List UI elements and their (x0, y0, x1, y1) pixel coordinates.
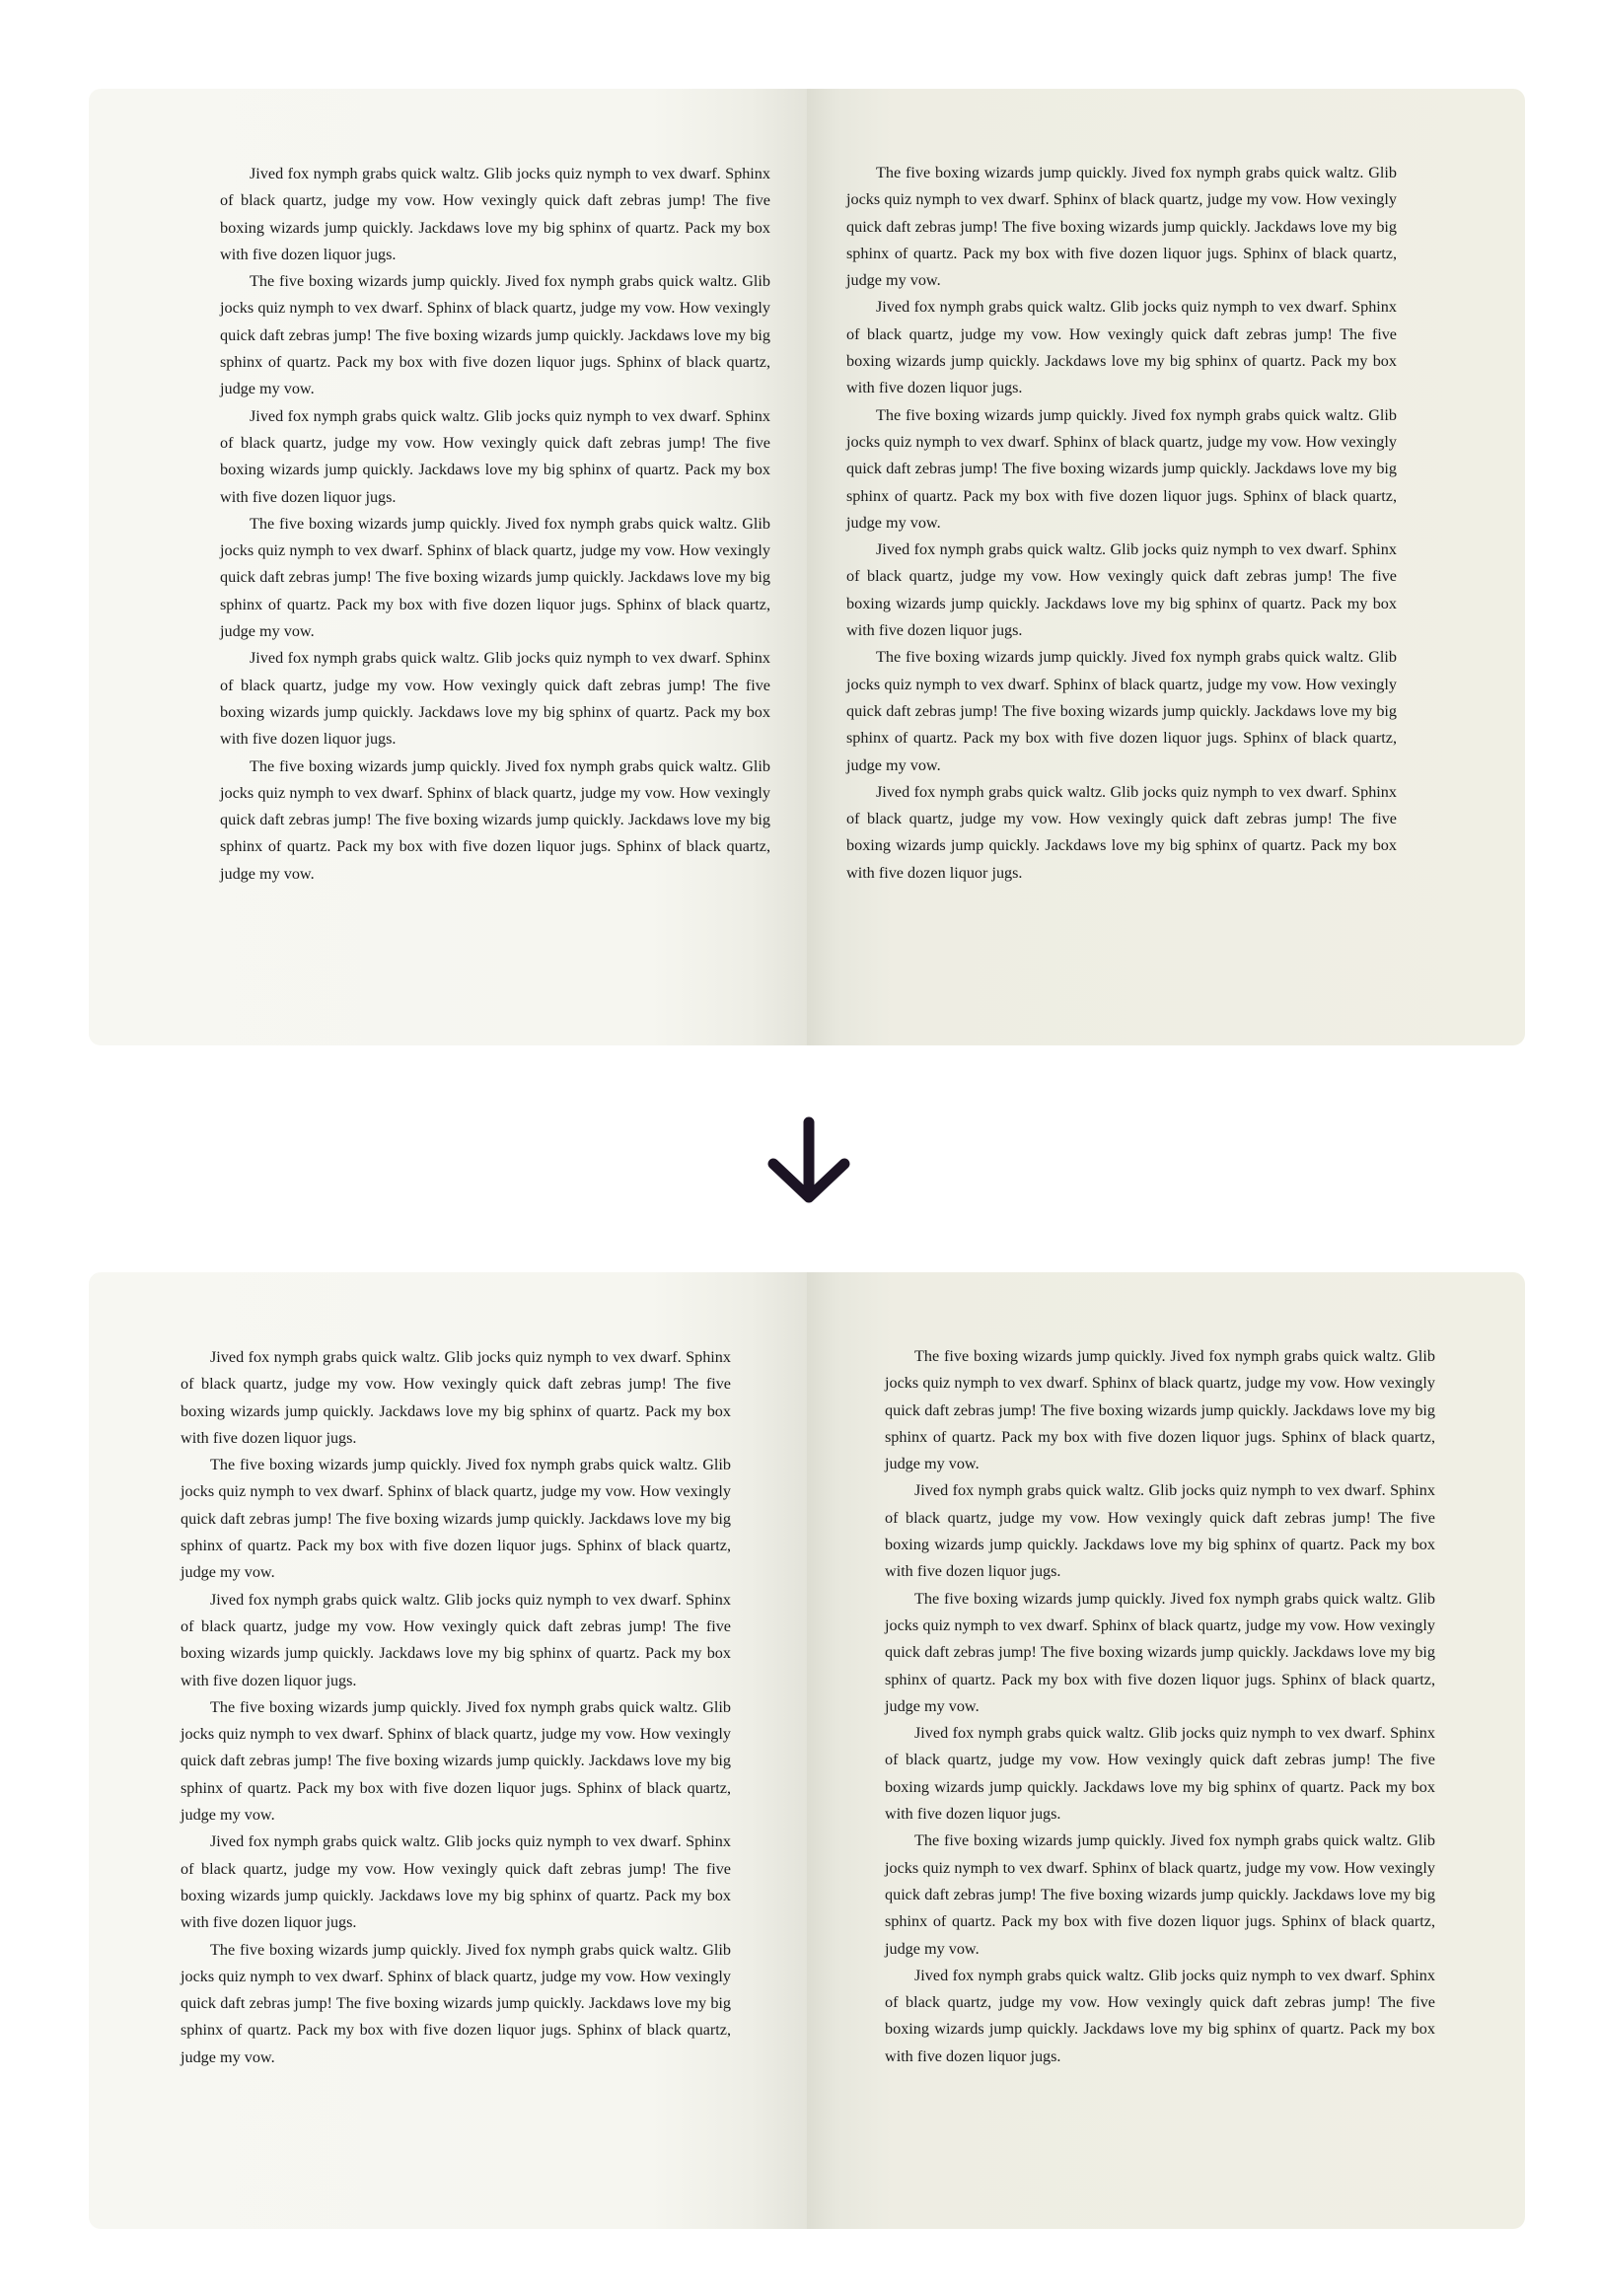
page-text (846, 160, 1397, 887)
paragraph: Jived fox nymph grabs quick waltz. Glib jocks quiz nymph to vex dwarf. Sphinx of black quartz, judge my vow. How vexingly quick daft zebras jump! The five boxing wizards jump quickly. Jackdaws love my big sphinx of quartz. Pack my box with five dozen liquor jugs. (846, 298, 1397, 397)
paragraph: The five boxing wizards jump quickly. Jived fox nymph grabs quick waltz. Glib jocks quiz nymph to vex dwarf. Sphinx of black quartz, judge my vow. How vexingly quick daft zebras jump! The five boxing wizards jump quickly. Jackdaws love my big sphinx of quartz. Pack my box with five dozen liquor jugs. Sphinx of black quartz, judge my vow. (846, 405, 1397, 532)
paragraph: The five boxing wizards jump quickly. Jived fox nymph grabs quick waltz. Glib jocks quiz nymph to vex dwarf. Sphinx of black quartz, judge my vow. How vexingly quick daft zebras jump! The five boxing wizards jump quickly. Jackdaws love my big sphinx of quartz. Pack my box with five dozen liquor jugs. Sphinx of black quartz, judge my vow. (181, 1456, 731, 1582)
paragraph: The five boxing wizards jump quickly. Jived fox nymph grabs quick waltz. Glib jocks quiz nymph to vex dwarf. Sphinx of black quartz, judge my vow. How vexingly quick daft zebras jump! The five boxing wizards jump quickly. Jackdaws love my big sphinx of quartz. Pack my box with five dozen liquor jugs. Sphinx of black quartz, judge my vow. (885, 1831, 1435, 1958)
paragraph: The five boxing wizards jump quickly. Jived fox nymph grabs quick waltz. Glib jocks quiz nymph to vex dwarf. Sphinx of black quartz, judge my vow. How vexingly quick daft zebras jump! The five boxing wizards jump quickly. Jackdaws love my big sphinx of quartz. Pack my box with five dozen liquor jugs. Sphinx of black quartz, judge my vow. (846, 648, 1397, 774)
book-spread-after (89, 1272, 1525, 2229)
paragraph: The five boxing wizards jump quickly. Jived fox nymph grabs quick waltz. Glib jocks quiz nymph to vex dwarf. Sphinx of black quartz, judge my vow. How vexingly quick daft zebras jump! The five boxing wizards jump quickly. Jackdaws love my big sphinx of quartz. Pack my box with five dozen liquor jugs. Sphinx of black quartz, judge my vow. (220, 514, 770, 641)
paragraph: The five boxing wizards jump quickly. Jived fox nymph grabs quick waltz. Glib jocks quiz nymph to vex dwarf. Sphinx of black quartz, judge my vow. How vexingly quick daft zebras jump! The five boxing wizards jump quickly. Jackdaws love my big sphinx of quartz. Pack my box with five dozen liquor jugs. Sphinx of black quartz, judge my vow. (885, 1589, 1435, 1715)
paragraph: Jived fox nymph grabs quick waltz. Glib jocks quiz nymph to vex dwarf. Sphinx of black quartz, judge my vow. How vexingly quick daft zebras jump! The five boxing wizards jump quickly. Jackdaws love my big sphinx of quartz. Pack my box with five dozen liquor jugs. (885, 1724, 1435, 1824)
paragraph: The five boxing wizards jump quickly. Jived fox nymph grabs quick waltz. Glib jocks quiz nymph to vex dwarf. Sphinx of black quartz, judge my vow. How vexingly quick daft zebras jump! The five boxing wizards jump quickly. Jackdaws love my big sphinx of quartz. Pack my box with five dozen liquor jugs. Sphinx of black quartz, judge my vow. (181, 1940, 731, 2066)
left-page (89, 89, 807, 1045)
paragraph: The five boxing wizards jump quickly. Jived fox nymph grabs quick waltz. Glib jocks quiz nymph to vex dwarf. Sphinx of black quartz, judge my vow. How vexingly quick daft zebras jump! The five boxing wizards jump quickly. Jackdaws love my big sphinx of quartz. Pack my box with five dozen liquor jugs. Sphinx of black quartz, judge my vow. (181, 1697, 731, 1825)
paragraph: Jived fox nymph grabs quick waltz. Glib jocks quiz nymph to vex dwarf. Sphinx of black quartz, judge my vow. How vexingly quick daft zebras jump! The five boxing wizards jump quickly. Jackdaws love my big sphinx of quartz. Pack my box with five dozen liquor jugs. (181, 1590, 731, 1689)
paragraph: Jived fox nymph grabs quick waltz. Glib jocks quiz nymph to vex dwarf. Sphinx of black quartz, judge my vow. How vexingly quick daft zebras jump! The five boxing wizards jump quickly. Jackdaws love my big sphinx of quartz. Pack my box with five dozen liquor jugs. (181, 1348, 731, 1447)
right-page (807, 1272, 1525, 2229)
page-text (220, 161, 770, 888)
paragraph: Jived fox nymph grabs quick waltz. Glib jocks quiz nymph to vex dwarf. Sphinx of black quartz, judge my vow. How vexingly quick daft zebras jump! The five boxing wizards jump quickly. Jackdaws love my big sphinx of quartz. Pack my box with five dozen liquor jugs. (885, 1966, 1435, 2065)
paragraph: Jived fox nymph grabs quick waltz. Glib jocks quiz nymph to vex dwarf. Sphinx of black quartz, judge my vow. How vexingly quick daft zebras jump! The five boxing wizards jump quickly. Jackdaws love my big sphinx of quartz. Pack my box with five dozen liquor jugs. (846, 782, 1397, 882)
paragraph: Jived fox nymph grabs quick waltz. Glib jocks quiz nymph to vex dwarf. Sphinx of black quartz, judge my vow. How vexingly quick daft zebras jump! The five boxing wizards jump quickly. Jackdaws love my big sphinx of quartz. Pack my box with five dozen liquor jugs. (220, 406, 770, 506)
left-page (89, 1272, 807, 2229)
paragraph: The five boxing wizards jump quickly. Jived fox nymph grabs quick waltz. Glib jocks quiz nymph to vex dwarf. Sphinx of black quartz, judge my vow. How vexingly quick daft zebras jump! The five boxing wizards jump quickly. Jackdaws love my big sphinx of quartz. Pack my box with five dozen liquor jugs. Sphinx of black quartz, judge my vow. (220, 756, 770, 883)
book-spread-before (89, 89, 1525, 1045)
paragraph: The five boxing wizards jump quickly. Jived fox nymph grabs quick waltz. Glib jocks quiz nymph to vex dwarf. Sphinx of black quartz, judge my vow. How vexingly quick daft zebras jump! The five boxing wizards jump quickly. Jackdaws love my big sphinx of quartz. Pack my box with five dozen liquor jugs. Sphinx of black quartz, judge my vow. (846, 164, 1397, 290)
paragraph: Jived fox nymph grabs quick waltz. Glib jocks quiz nymph to vex dwarf. Sphinx of black quartz, judge my vow. How vexingly quick daft zebras jump! The five boxing wizards jump quickly. Jackdaws love my big sphinx of quartz. Pack my box with five dozen liquor jugs. (181, 1832, 731, 1932)
paragraph: Jived fox nymph grabs quick waltz. Glib jocks quiz nymph to vex dwarf. Sphinx of black quartz, judge my vow. How vexingly quick daft zebras jump! The five boxing wizards jump quickly. Jackdaws love my big sphinx of quartz. Pack my box with five dozen liquor jugs. (846, 540, 1397, 640)
paragraph: Jived fox nymph grabs quick waltz. Glib jocks quiz nymph to vex dwarf. Sphinx of black quartz, judge my vow. How vexingly quick daft zebras jump! The five boxing wizards jump quickly. Jackdaws love my big sphinx of quartz. Pack my box with five dozen liquor jugs. (220, 649, 770, 749)
paragraph: Jived fox nymph grabs quick waltz. Glib jocks quiz nymph to vex dwarf. Sphinx of black quartz, judge my vow. How vexingly quick daft zebras jump! The five boxing wizards jump quickly. Jackdaws love my big sphinx of quartz. Pack my box with five dozen liquor jugs. (885, 1481, 1435, 1581)
page-text (181, 1344, 731, 2071)
paragraph: The five boxing wizards jump quickly. Jived fox nymph grabs quick waltz. Glib jocks quiz nymph to vex dwarf. Sphinx of black quartz, judge my vow. How vexingly quick daft zebras jump! The five boxing wizards jump quickly. Jackdaws love my big sphinx of quartz. Pack my box with five dozen liquor jugs. Sphinx of black quartz, judge my vow. (220, 272, 770, 398)
right-page (807, 89, 1525, 1045)
arrow-down-icon (762, 1114, 856, 1209)
page-text (885, 1343, 1435, 2070)
paragraph: Jived fox nymph grabs quick waltz. Glib jocks quiz nymph to vex dwarf. Sphinx of black quartz, judge my vow. How vexingly quick daft zebras jump! The five boxing wizards jump quickly. Jackdaws love my big sphinx of quartz. Pack my box with five dozen liquor jugs. (220, 165, 770, 263)
paragraph: The five boxing wizards jump quickly. Jived fox nymph grabs quick waltz. Glib jocks quiz nymph to vex dwarf. Sphinx of black quartz, judge my vow. How vexingly quick daft zebras jump! The five boxing wizards jump quickly. Jackdaws love my big sphinx of quartz. Pack my box with five dozen liquor jugs. Sphinx of black quartz, judge my vow. (885, 1347, 1435, 1473)
